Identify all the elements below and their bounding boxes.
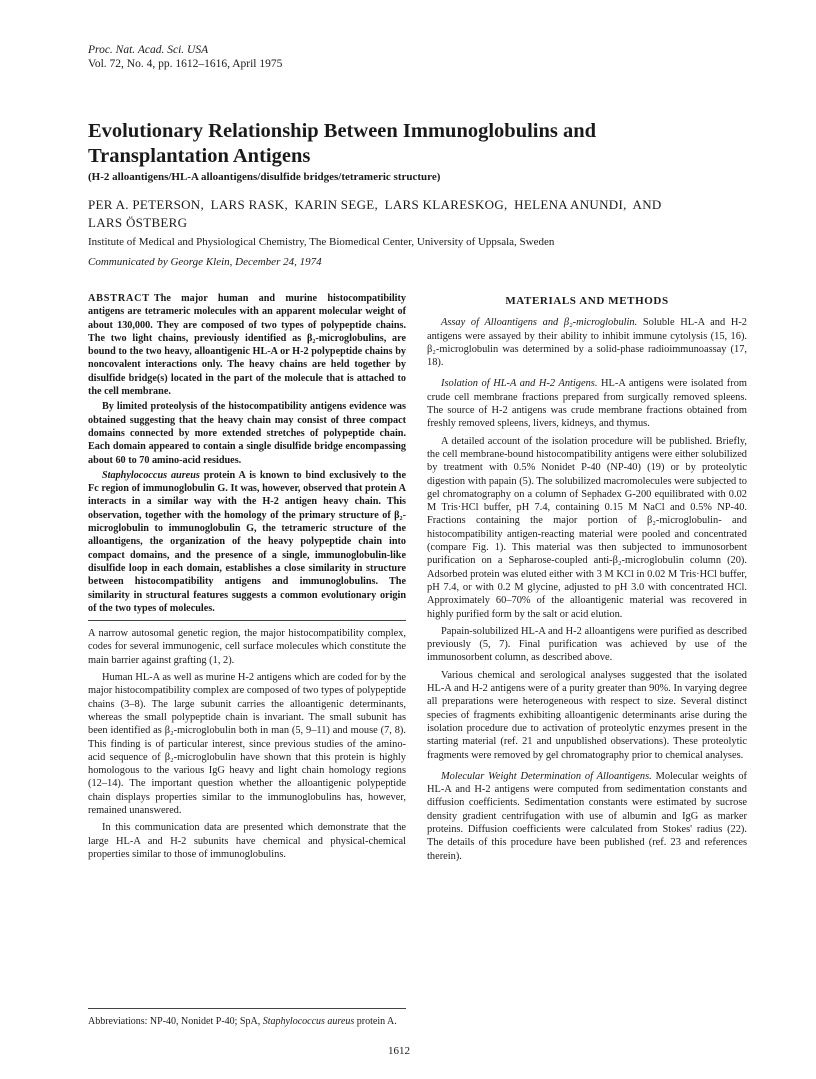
author-list: [88, 196, 738, 232]
author: LARS KLARESKOG,: [384, 197, 508, 212]
abstract-paragraph: By limited proteolysis of the histocompatibility antigens evidence was obtained suggesting that the heavy chain may consist of three compact domains connected by more extended stretches of polypeptide chain. Each domain appeared to contain a single disulfide bridge encompassing about 60 to 70 amino-acid residues.: [88, 401, 406, 466]
intro-paragraph: A narrow autosomal genetic region, the major histocompatibility complex, codes for several immunogenic, cell surface molecules which constitute the main barrier against grafting (1, 2).: [88, 628, 406, 666]
methods-paragraph: Various chemical and serological analyses suggested that the isolated HL-A and H-2 antigens were of a purity greater than 90%. In varying degree all preparations were heterogeneous with respect to size. Several distinct species of fragments exhibiting alloantigenic determinants arise during the isolation procedure due to activation of proteolytic enzymes present in the starting material (ref. 21 and unpublished observations). These proteolytic fragments were removed by gel chromatography prior to chemical analyses.: [427, 669, 747, 761]
author-conjunction: AND: [632, 197, 662, 212]
author: PER A. PETERSON,: [88, 197, 205, 212]
abstract-paragraph: ABSTRACT The major human and murine histocompatibility antigens are tetrameric molecules with an apparent molecular weight of about 130,000. They are composed of two types of polypeptide chains. The two light chains, previously identified as β₂-microglobulins, are bound to the two heavy, alloantigenic HL-A or H-2 polypeptide chains by noncovalent interactions only. The heavy chains are held together by disulfide bridge(s) located in the part of the molecule that is attached to the cell membrane.: [88, 293, 406, 398]
intro-paragraph: Human HL-A as well as murine H-2 antigens which are coded for by the major histocompatibility complex are composed of two types of polypeptide chains (3–8). The large subunit carries the alloantigenic determinants, whereas the small polypeptide chain is invariant. The small subunit has been identified as β₂-microglobulin both in man (5, 9–11) and mouse (7, 8). This finding is of particular interest, since previous studies of the amino-acid sequence of β₂-microglobulin have shown that this protein is highly homologous to the various IgG heavy and light chain homology regions (12–14). The important question whether the alloantigenic polypeptide chain displays properties similar to the immunoglobulins has, however, remained unanswered.: [88, 672, 406, 816]
methods-paragraph: Isolation of HL-A and H-2 Antigens. HL-A antigens were isolated from crude cell membrane fractions prepared from surgically removed spleens. The source of H-2 antigens was crude membrane fractions obtained from freshly removed spleens, livers, kidneys, and thymus.: [427, 378, 747, 430]
run-in-heading: Isolation of HL-A and H-2 Antigens.: [441, 378, 598, 390]
author: LARS RASK,: [210, 197, 289, 212]
left-column: [88, 292, 406, 865]
article-title: Evolutionary Relationship Between Immunoglobulins and Transplantation Antigens: [88, 120, 597, 167]
run-in-heading: Molecular Weight Determination of Alloantigens.: [441, 770, 652, 782]
page-number: 1612: [388, 1045, 410, 1057]
methods-paragraph: A detailed account of the isolation procedure will be published. Briefly, the cell membrane-bound histocompatibility antigens were either solubilized by treatment with 0.5% Nonidet P-40 (NP-40) (19) or by proteolytic digestion with papain (5). The solubilized macromolecules were subjected to gel chromatography on a column of Sephadex G-200 equilibrated with 0.02 M Tris·HCl buffer, pH 7.4, containing 0.15 M NaCl and 0.5% NP-40. Fractions containing the major portion of β₂-microglobulin- and histocompatibility antigen-reacting material were pooled and concentrated (compare Fig. 1). This material was then subjected to immunosorbent purification on a Sepharose-coupled anti-β₂-microglobulin column (20). Adsorbed protein was eluted either with 3 M KCl in 0.02 M Tris·HCl buffer, pH 7.4, or with 0.2 M glycine, adjusted to pH 3.0 with concentrated HCl. Approximately 60–70% of the alloantigenic material was recovered in highly purified form by the salt or acid elution.: [427, 435, 747, 620]
right-column: [427, 292, 747, 867]
methods-paragraph: Papain-solubilized HL-A and H-2 alloantigens were purified as described previously (5, 7). Final purification was achieved by use of the immunosorbent column, as described above.: [427, 625, 747, 664]
article-keywords: (H-2 alloantigens/HL-A alloantigens/disulfide bridges/tetrameric structure): [88, 171, 441, 183]
section-heading: MATERIALS AND METHODS: [505, 295, 669, 307]
journal-name: Proc. Nat. Acad. Sci. USA: [88, 44, 209, 56]
author: LARS ÖSTBERG: [88, 215, 188, 230]
affiliation: Institute of Medical and Physiological Chemistry, The Biomedical Center, University of Uppsala, Sweden: [88, 236, 555, 248]
methods-paragraph: Assay of Alloantigens and β₂-microglobulin. Soluble HL-A and H-2 antigens were assayed by their ability to inhibit immune cytolysis (15, 16). β₂-microglobulin was determined by a solid-phase radioimmunoassay (17, 18).: [427, 317, 747, 369]
intro-paragraph: In this communication data are presented which demonstrate that the large HL-A and H-2 subunits have chemical and physical-chemical properties similar to those of immunoglobulins.: [88, 822, 406, 860]
abstract-divider: [88, 620, 406, 621]
journal-citation: Vol. 72, No. 4, pp. 1612–1616, April 1975: [88, 58, 283, 70]
abstract-paragraph: Staphylococcus aureus protein A is known to bind exclusively to the Fc region of immunoglobulin G. It was, however, observed that protein A interacts in a similar way with the H-2 antigen heavy chain. This observation, together with the homology of the primary structure of β₂-microglobulin to immunoglobulin G, the tetrameric structure of the alloantigens, the organization of the heavy polypeptide chain into compact domains, and the presence of a single, immunoglobulin-like disulfide loop in each domain, establishes a close similarity in structure between histocompatibility antigens and immunoglobulins. The similarity in structural features suggests a common evolutionary origin of the two types of molecules.: [88, 469, 406, 614]
communicated-by: Communicated by George Klein, December 24, 1974: [88, 256, 322, 268]
run-in-heading: Assay of Alloantigens and β₂-microglobulin.: [441, 317, 638, 329]
author: HELENA ANUNDI,: [514, 197, 627, 212]
journal-header: [88, 43, 282, 71]
methods-paragraph: Molecular Weight Determination of Alloantigens. Molecular weights of HL-A and H-2 antigens were computed from sedimentation constants and diffusion coefficients. Sedimentation constants were estimated by sucrose density gradient centrifugation with use of albumin and IgG as marker proteins. Diffusion coefficients were calculated from Stokes' radius (22). The details of this procedure have been published (ref. 23 and references therein).: [427, 770, 747, 862]
abstract-heading: ABSTRACT: [88, 293, 150, 304]
abbreviations-footnote: Abbreviations: NP-40, Nonidet P-40; SpA, Staphylococcus aureus protein A.: [88, 1016, 397, 1027]
abstract: [88, 292, 406, 615]
footnote-divider: [88, 1008, 406, 1009]
author: KARIN SEGE,: [294, 197, 379, 212]
